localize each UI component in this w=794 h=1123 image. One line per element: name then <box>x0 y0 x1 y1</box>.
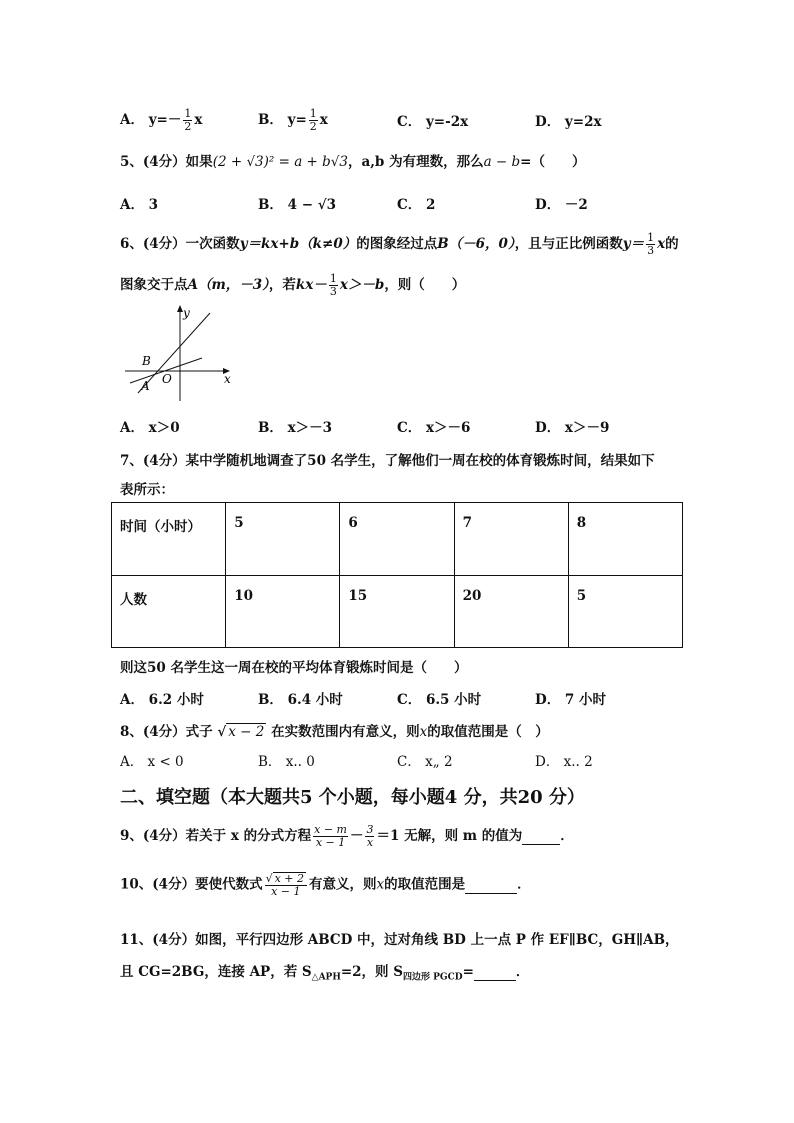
label-x: x <box>224 372 231 386</box>
table-cell: 20 <box>454 575 568 648</box>
table-cell: 5 <box>568 575 682 648</box>
q7-stem-line2: 表所示： <box>120 482 174 498</box>
q6-function-graph <box>120 303 240 408</box>
q6-fraction-2: $\frac{1}{3}$ <box>329 272 337 298</box>
q7-question: 则这50 名学生这一周在校的平均体育锻炼时间是（ ） <box>120 660 468 676</box>
table-cell: 8 <box>568 503 682 576</box>
q6-stem-line2: 图象交于点A（m，－3），若kx－ $\frac{1}{3}$ x＞－b，则（ ） <box>120 272 466 298</box>
q8-option-a[interactable]: A． x < 0 <box>120 754 184 770</box>
q4-option-a[interactable]: A． y=－ $\frac{1}{2}$ x <box>120 107 203 133</box>
table-row <box>112 503 683 576</box>
q10-stem: 10、(4分）要使代数式 $\frac{√ x + 2}{x - 1}$ 有意义，则x的取值范围是 ． <box>120 872 531 898</box>
table-cell: 7 <box>454 503 568 576</box>
q7-data-table <box>111 502 683 648</box>
q9-answer-blank[interactable] <box>522 828 560 845</box>
q5-stem: 5、(4分）如果(2 + √3)² = a + b√3，a,b 为有理数，那么a − b=（ ） <box>120 154 586 170</box>
q11-stem-line2: 且 CG=2BG，连接 AP，若 $S_{\triangle APH}=2$，则 $S_{四边形 PGCD}=$ ． <box>120 964 530 983</box>
q5-option-c[interactable]: C． 2 <box>397 197 436 213</box>
q6-option-d[interactable]: D． x＞－9 <box>535 420 610 436</box>
q8-option-c[interactable]: C． x„ 2 <box>397 754 453 770</box>
table-cell: 10 <box>226 575 340 648</box>
q10-fraction: $\frac{√ x + 2}{x - 1}$ <box>265 872 307 898</box>
label-o: O <box>162 372 172 386</box>
q7-option-a[interactable]: A． 6.2 小时 <box>120 692 204 708</box>
q7-option-c[interactable]: C． 6.5 小时 <box>397 692 482 708</box>
q9-fraction-2: $\frac{3}{x}$ <box>366 823 374 849</box>
q5-option-d[interactable]: D． －2 <box>535 197 588 213</box>
table-cell: 5 <box>226 503 340 576</box>
q9-fraction-1: $\frac{x - m}{x - 1}$ <box>314 823 347 849</box>
q4-b-fraction: $\frac{1}{2}$ <box>309 107 317 133</box>
q6-fraction-1: $\frac{1}{3}$ <box>647 231 655 257</box>
q6-option-c[interactable]: C． x＞－6 <box>397 420 471 436</box>
q5-option-b[interactable]: B． 4 − √3 <box>258 197 336 213</box>
q8-radicand: x − 2 <box>228 724 265 740</box>
q4-option-b[interactable]: B． y= $\frac{1}{2}$ x <box>258 107 328 133</box>
q4-a-fraction: $\frac{1}{2}$ <box>184 107 192 133</box>
q11-stem-line1: 11、(4分）如图，平行四边形 ABCD 中，过对角线 BD 上一点 P 作 EF∥BC，GH∥AB， <box>120 932 679 948</box>
q4-option-c[interactable]: C． y=-2x <box>397 114 469 130</box>
q10-answer-blank[interactable] <box>465 877 517 894</box>
label-b: B <box>142 354 151 368</box>
q9-stem: 9、(4分）若关于 x 的分式方程 $\frac{x - m}{x - 1}$ － $\frac{3}{x}$ ＝1 无解，则 m 的值为 ． <box>120 823 574 849</box>
q8-option-d[interactable]: D． x.. 2 <box>535 754 593 770</box>
table-cell: 人数 <box>112 575 226 648</box>
q7-option-d[interactable]: D． 7 小时 <box>535 692 607 708</box>
label-a: A <box>141 379 150 393</box>
q7-stem-line1: 7、(4分）某中学随机地调查了50 名学生，了解他们一周在校的体育锻炼时间，结果如下 <box>120 453 655 469</box>
q6-stem-line1: 6、(4分）一次函数y＝kx+b（k≠0）的图象经过点B（－6，0），且与正比例函数y＝ $\frac{1}{3}$ x的 <box>120 231 679 257</box>
table-cell: 时间（小时） <box>112 503 226 576</box>
table-row <box>112 575 683 648</box>
q8-option-b[interactable]: B． x.. 0 <box>258 754 315 770</box>
q8-stem: 8、(4分）式子 √ x − 2 在实数范围内有意义，则x的取值范围是（ ） <box>120 724 549 740</box>
q5-option-a[interactable]: A． 3 <box>120 197 159 213</box>
label-y: y <box>183 306 190 320</box>
q6-option-b[interactable]: B． x＞－3 <box>258 420 333 436</box>
q6-option-a[interactable]: A． x＞0 <box>120 420 180 436</box>
table-cell: 15 <box>340 575 454 648</box>
table-cell: 6 <box>340 503 454 576</box>
q11-answer-blank[interactable] <box>474 964 516 981</box>
section-heading: 二、填空题（本大题共5 个小题，每小题4 分，共20 分） <box>120 787 585 808</box>
q7-option-b[interactable]: B． 6.4 小时 <box>258 692 343 708</box>
q4-option-d[interactable]: D． y=2x <box>535 114 602 130</box>
